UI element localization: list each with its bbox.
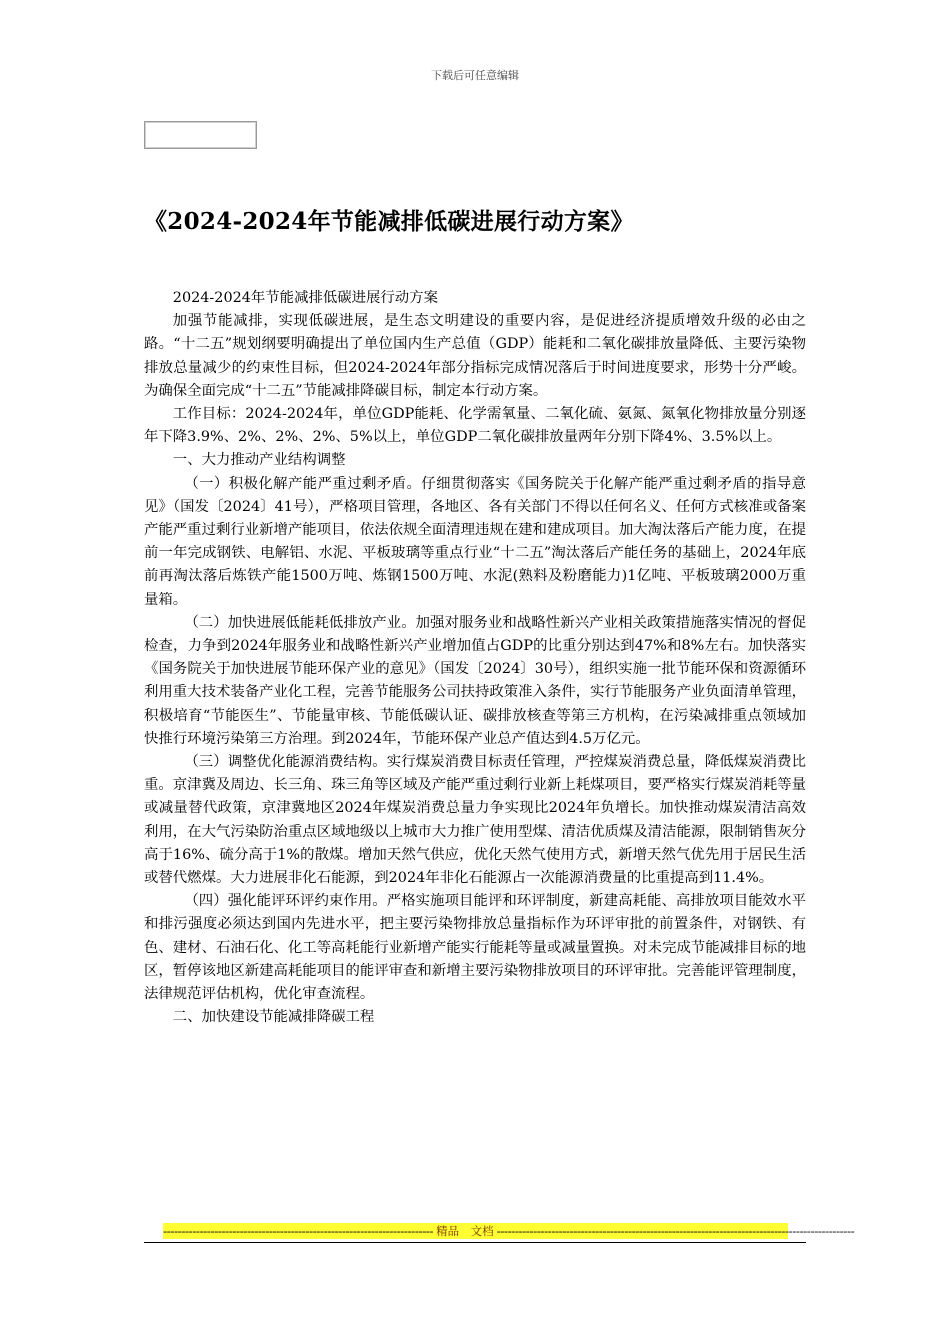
paragraph-goals: 工作目标：2024-2024年，单位GDP能耗、化学需氧量、二氧化硫、氨氮、氮氧化物排放量分别逐年下降3.9%、2%、2%、2%、5%以上，单位GDP二氧化碳排放量两年分别下降4%、3.5%以上。 [144,406,806,446]
paragraph-item-3: （三）调整优化能源消费结构。实行煤炭消费目标责任管理，严控煤炭消费总量，降低煤炭消费比重。京津冀及周边、长三角、珠三角等区域及产能严重过剩行业新上耗煤项目，要严格实行煤炭消耗等量或减量替代政策，京津冀地区2024年煤炭消费总量力争实现比2024年负增长。加快推动煤炭清洁高效利用，在大气污染防治重点区域地级以上城市大力推广使用型煤、清洁优质煤及清洁能源，限制销售灰分高于16%、硫分高于1%的散煤。增加天然气供应，优化天然气使用方式，新增天然气优先用于居民生活或替代燃煤。大力进展非化石能源，到2024年非化石能源占一次能源消费量的比重提高到11.4%。 [144,754,806,887]
header-note: 下载后可任意编辑 [431,69,519,82]
paragraph-item-4: （四）强化能评环评约束作用。严格实施项目能评和环评制度，新建高耗能、高排放项目能效水平和排污强度必须达到国内先进水平，把主要污染物排放总量指标作为环评审批的前置条件，对钢铁、有色、建材、石油石化、化工等高耗能行业新增产能实行能耗等量或减量置换。对未完成节能减排目标的地区，暂停该地区新建高耗能项目的能评审查和新增主要污染物排放项目的环评审批。完善能评管理制度，法律规范评估机构，优化审查流程。 [144,893,806,1003]
paragraph-intro: 加强节能减排，实现低碳进展，是生态文明建设的重要内容，是促进经济提质增效升级的必由之路。“十二五”规划纲要明确提出了单位国内生产总值（GDP）能耗和二氧化碳排放量降低、主要污染物排放总量减少的约束性目标，但2024-2024年部分指标完成情况落后于时间进度要求，形势十分严峻。为确保全面完成“十二五”节能减排降碳目标，制定本行动方案。 [144,313,806,399]
footer-right-dashes: -------------------------------------------------------------------------------------------------- [496,1224,855,1238]
footer-label: 精品 文档 [436,1224,494,1238]
document-body [144,287,806,1030]
section-heading-1: 一、大力推动产业结构调整 [172,452,346,469]
paragraph-subtitle: 2024-2024年节能减排低碳进展行动方案 [172,290,438,306]
document-title: 《2024-2024年节能减排低碳进展行动方案》 [144,208,634,235]
paragraph-item-1: （一）积极化解产能严重过剩矛盾。仔细贯彻落实《国务院关于化解产能严重过剩矛盾的指导意见》（国发〔2024〕41号），严格项目管理，各地区、各有关部门不得以任何名义、任何方式核准或备案产能严重过剩行业新增产能项目，依法依规全面清理违规在建和建成项目。加大淘汰落后产能力度，在提前一年完成钢铁、电解铝、水泥、平板玻璃等重点行业“十二五”淘汰落后产能任务的基础上，2024年底前再淘汰落后炼铁产能1500万吨、炼钢1500万吨、水泥(熟料及粉磨能力)1亿吨、平板玻璃2000万重量箱。 [144,475,806,608]
footer-rule [144,1242,806,1243]
empty-text-box [144,121,257,149]
section-heading-2: 二、加快建设节能减排降碳工程 [172,1009,375,1026]
paragraph-item-2: （二）加快进展低能耗低排放产业。加强对服务业和战略性新兴产业相关政策措施落实情况的督促检查，力争到2024年服务业和战略性新兴产业增加值占GDP的比重分别达到47%和8%左右。加快落实《国务院关于加快进展节能环保产业的意见》（国发〔2024〕30号），组织实施一批节能环保和资源循环利用重大技术装备产业化工程，完善节能服务公司扶持政策准入条件，实行节能服务产业负面清单管理，积极培育“节能医生”、节能量审核、节能低碳认证、碳排放核查等第三方机构，在污染减排重点领域加快推行环境污染第三方治理。到2024年，节能环保产业总产值达到4.5万亿元。 [144,614,806,747]
footer-banner [163,1223,855,1239]
footer-left-dashes: -------------------------------------------------------------------------- [163,1224,434,1238]
